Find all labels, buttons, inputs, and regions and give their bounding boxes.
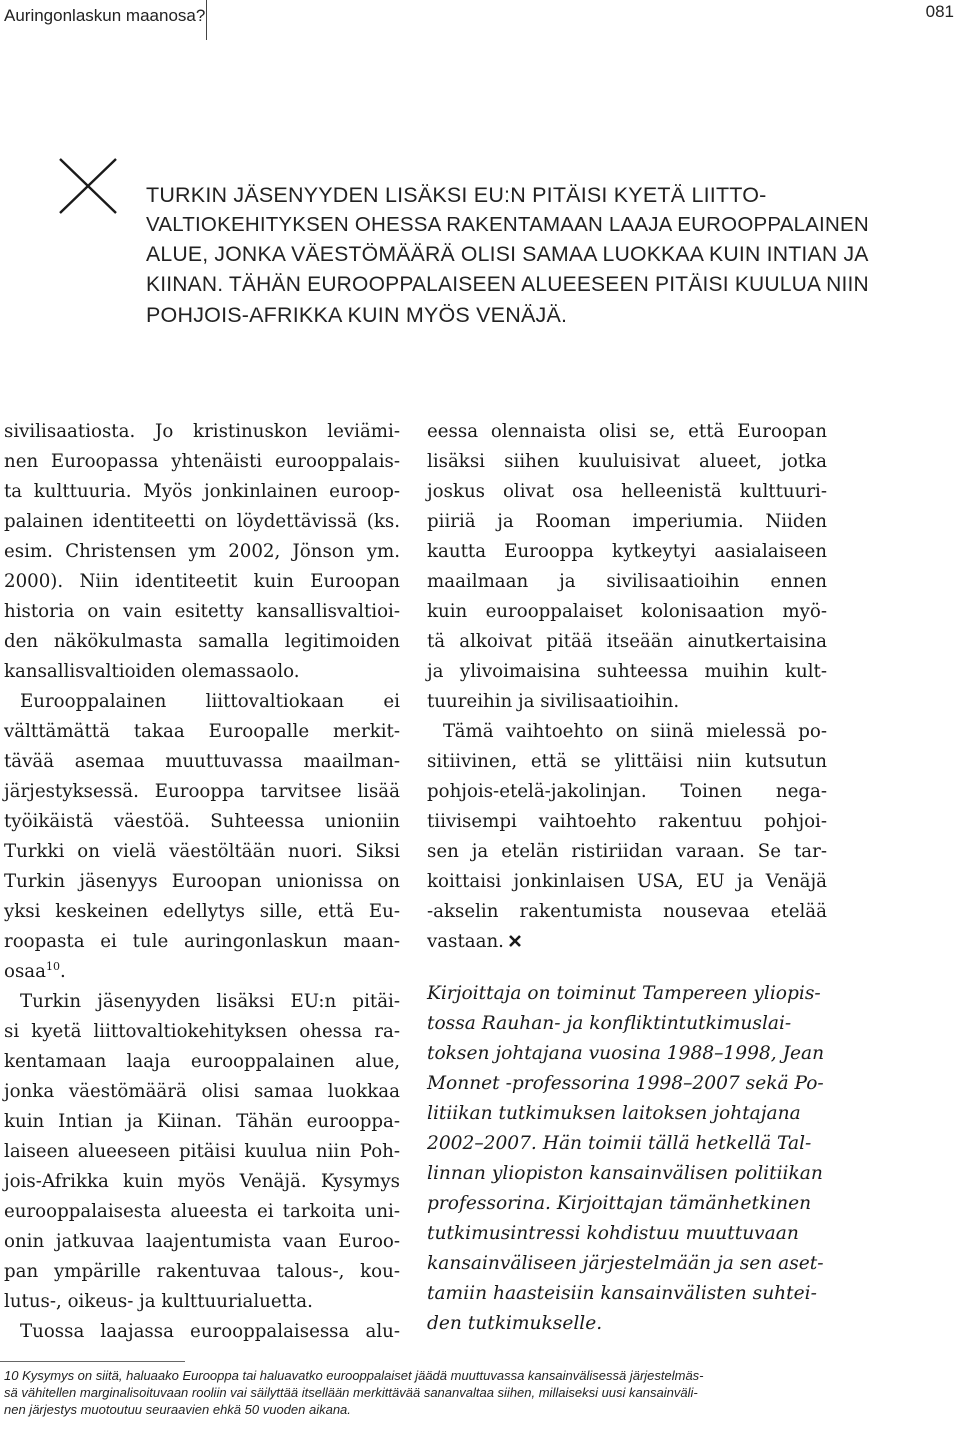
body-line: eessa olennaista olisi se, että Euroopan: [427, 421, 827, 442]
body-line: ta kulttuuria. Myös jonkinlainen euroop-: [4, 481, 400, 502]
footnote-divider: [0, 1361, 185, 1362]
bio-line: toksen johtajana vuosina 1988–1998, Jean: [427, 1043, 825, 1064]
bio-line: tossa Rauhan- ja konfliktintutkimuslai-: [427, 1013, 792, 1034]
pull-quote-line: POHJOIS-AFRIKKA KUIN MYÖS VENÄJÄ.: [146, 303, 568, 327]
body-line: pohjois-etelä-jakolinjan. Toinen nega-: [427, 781, 827, 802]
body-line: työikäistä väestöä. Suhteessa unioniin: [4, 811, 400, 832]
body-line: sen ja etelän ristiriidan varaan. Se tar-: [427, 841, 827, 862]
left-column: [4, 417, 400, 1347]
body-line: jois-Afrikka kuin myös Venäjä. Kysymys: [4, 1171, 400, 1192]
body-text: vastaan.: [427, 931, 504, 952]
bio-line: Kirjoittaja on toiminut Tampereen yliopis-: [427, 983, 821, 1004]
body-line: palainen identiteetti on löydettävissä (ks.: [4, 511, 400, 532]
body-line: Turkki on vielä väestöltään nuori. Siksi: [4, 841, 400, 862]
bio-line: 2002–2007. Hän toimii tällä hetkellä Tal-: [427, 1133, 812, 1154]
body-line: sitiivinen, että se ylittäisi niin kutsutun: [427, 751, 827, 772]
body-line: eurooppalaisesta alueesta ei tarkoita uni-: [4, 1201, 400, 1222]
body-line: Turkin jäsenyys Euroopan unionissa on: [4, 871, 400, 892]
body-line: nen Euroopassa yhtenäisti eurooppalais-: [4, 451, 400, 472]
bio-line: kansainväliseen järjestelmään ja sen aset-: [427, 1253, 824, 1274]
body-line: jonka väestömäärä olisi samaa luokkaa: [4, 1081, 400, 1102]
pull-quote-line: KIINAN. TÄHÄN EUROOPPALAISEEN ALUEESEEN PITÄISI KUULUA NIIN: [146, 273, 869, 296]
body-line: Tämä vaihtoehto on siinä mielessä po-: [443, 721, 827, 742]
author-bio: [427, 979, 827, 1339]
body-line: lutus-, oikeus- ja kulttuurialuetta.: [4, 1291, 313, 1312]
body-line: kentamaan laaja eurooppalainen alue,: [4, 1051, 400, 1072]
body-line: sivilisaatiosta. Jo kristinuskon leviämi-: [4, 421, 400, 442]
body-line: kuin eurooppalaiset kolonisaation myö-: [427, 601, 827, 622]
body-line: Eurooppalainen liittovaltiokaan ei: [20, 691, 400, 712]
body-line: den näkökulmasta samalla legitimoiden: [4, 631, 400, 652]
body-line: piiriä ja Rooman imperiumia. Niiden: [427, 511, 827, 532]
body-line: joskus olivat osa helleenistä kulttuuri-: [427, 481, 827, 502]
body-line: kautta Eurooppa kytkeytyi aasialaiseen: [427, 541, 827, 562]
pull-quote: [146, 180, 876, 330]
body-line: maailmaan ja sivilisaatioihin ennen: [427, 571, 827, 592]
body-line: lisäksi siihen kuuluisivat alueet, jotka: [427, 451, 827, 472]
body-line: tiivisempi vaihtoehto rakentuu pohjoi-: [427, 811, 827, 832]
bio-line: litiikan tutkimuksen laitoksen johtajana: [427, 1103, 801, 1124]
body-line: kuin Intian ja Kiinan. Tähän eurooppa-: [4, 1111, 400, 1132]
body-line-end: [427, 927, 827, 957]
body-line-with-footnote: [4, 957, 400, 987]
bio-line: professorina. Kirjoittajan tämänhetkinen: [427, 1193, 812, 1214]
bio-line: tamiin haasteisiin kansainvälisten suhtei-: [427, 1283, 817, 1304]
bio-line: den tutkimukselle.: [427, 1313, 603, 1334]
body-line: kansallisvaltioiden olemassaolo.: [4, 661, 300, 682]
body-line: roopasta ei tule auringonlaskun maan-: [4, 931, 400, 952]
footnote-line: 10 Kysymys on siitä, haluaako Eurooppa tai haluavatko eurooppalaiset jäädä muuttuvassa kansainvälisessä järjestelmäs-: [4, 1368, 704, 1383]
running-title: Auringonlaskun maanosa?: [4, 6, 206, 25]
body-line: esim. Christensen ym 2002, Jönson ym.: [4, 541, 400, 562]
pull-quote-line: VALTIOKEHITYKSEN OHESSA RAKENTAMAAN LAAJA EUROOPPALAINEN: [146, 213, 869, 236]
body-text: osaa: [4, 961, 46, 982]
body-line: koittaisi jonkinlaisen USA, EU ja Venäjä: [427, 871, 827, 892]
body-text: .: [59, 961, 66, 982]
body-line: laiseen alueeseen pitäisi kuulua niin Poh-: [4, 1141, 400, 1162]
body-line: -akselin rakentumista nousevaa etelää: [427, 901, 827, 922]
body-line: pan ympärille rakentuvaa talous-, kou-: [4, 1261, 400, 1282]
pull-quote-line: TURKIN JÄSENYYDEN LISÄKSI EU:N PITÄISI KYETÄ LIITTO-: [146, 183, 767, 207]
body-line: ja ylivoimaisina suhteessa muihin kult-: [427, 661, 827, 682]
body-line: 2000). Niin identiteetit kuin Euroopan: [4, 571, 400, 592]
footnote-line: nen järjestys muotoutuu seuraavien ehkä 50 vuoden aikana.: [4, 1402, 351, 1417]
right-column: [427, 417, 827, 1339]
bio-line: tutkimusintressi kohdistuu muuttuvaan: [427, 1223, 799, 1244]
header-divider: [206, 0, 207, 40]
footnote-line: sä vähitellen marginalisoituvaan rooliin vai säilyttää itsellään merkittävää sananvaltaa siihen, millaiseksi uusi kansainväli-: [4, 1385, 698, 1400]
body-line: järjestyksessä. Eurooppa tarvitsee lisää: [4, 781, 400, 802]
body-line: Tuossa laajassa eurooppalaisessa alu-: [20, 1321, 400, 1342]
body-line: onin jatkuvaa laajentumista vaan Euroo-: [4, 1231, 400, 1252]
bio-spacer: [427, 957, 827, 979]
page-number: 081: [925, 2, 954, 21]
body-line: tuureihin ja sivilisaatioihin.: [427, 691, 680, 712]
bio-line: Monnet -professorina 1998–2007 sekä Po-: [427, 1073, 824, 1094]
cross-icon: [58, 158, 118, 214]
body-line: välttämättä takaa Euroopalle merkit-: [4, 721, 400, 742]
footnote-ref[interactable]: 10: [45, 960, 60, 973]
body-line: yksi keskeinen edellytys sille, että Eu-: [4, 901, 400, 922]
pull-quote-line: ALUE, JONKA VÄESTÖMÄÄRÄ OLISI SAMAA LUOKKAA KUIN INTIAN JA: [146, 243, 869, 266]
footnote: [4, 1367, 824, 1418]
body-line: tä alkoivat pitää itseään ainutkertaisina: [427, 631, 827, 652]
body-line: Turkin jäsenyyden lisäksi EU:n pitäi-: [20, 991, 400, 1012]
bio-line: linnan yliopiston kansainvälisen politiikan: [427, 1163, 823, 1184]
cross-end-icon: [508, 934, 522, 948]
body-line: tävää asemaa muuttuvassa maailman-: [4, 751, 400, 772]
body-line: historia on vain esitetty kansallisvaltioi-: [4, 601, 400, 622]
body-line: si kyetä liittovaltiokehityksen ohessa ra-: [4, 1021, 400, 1042]
